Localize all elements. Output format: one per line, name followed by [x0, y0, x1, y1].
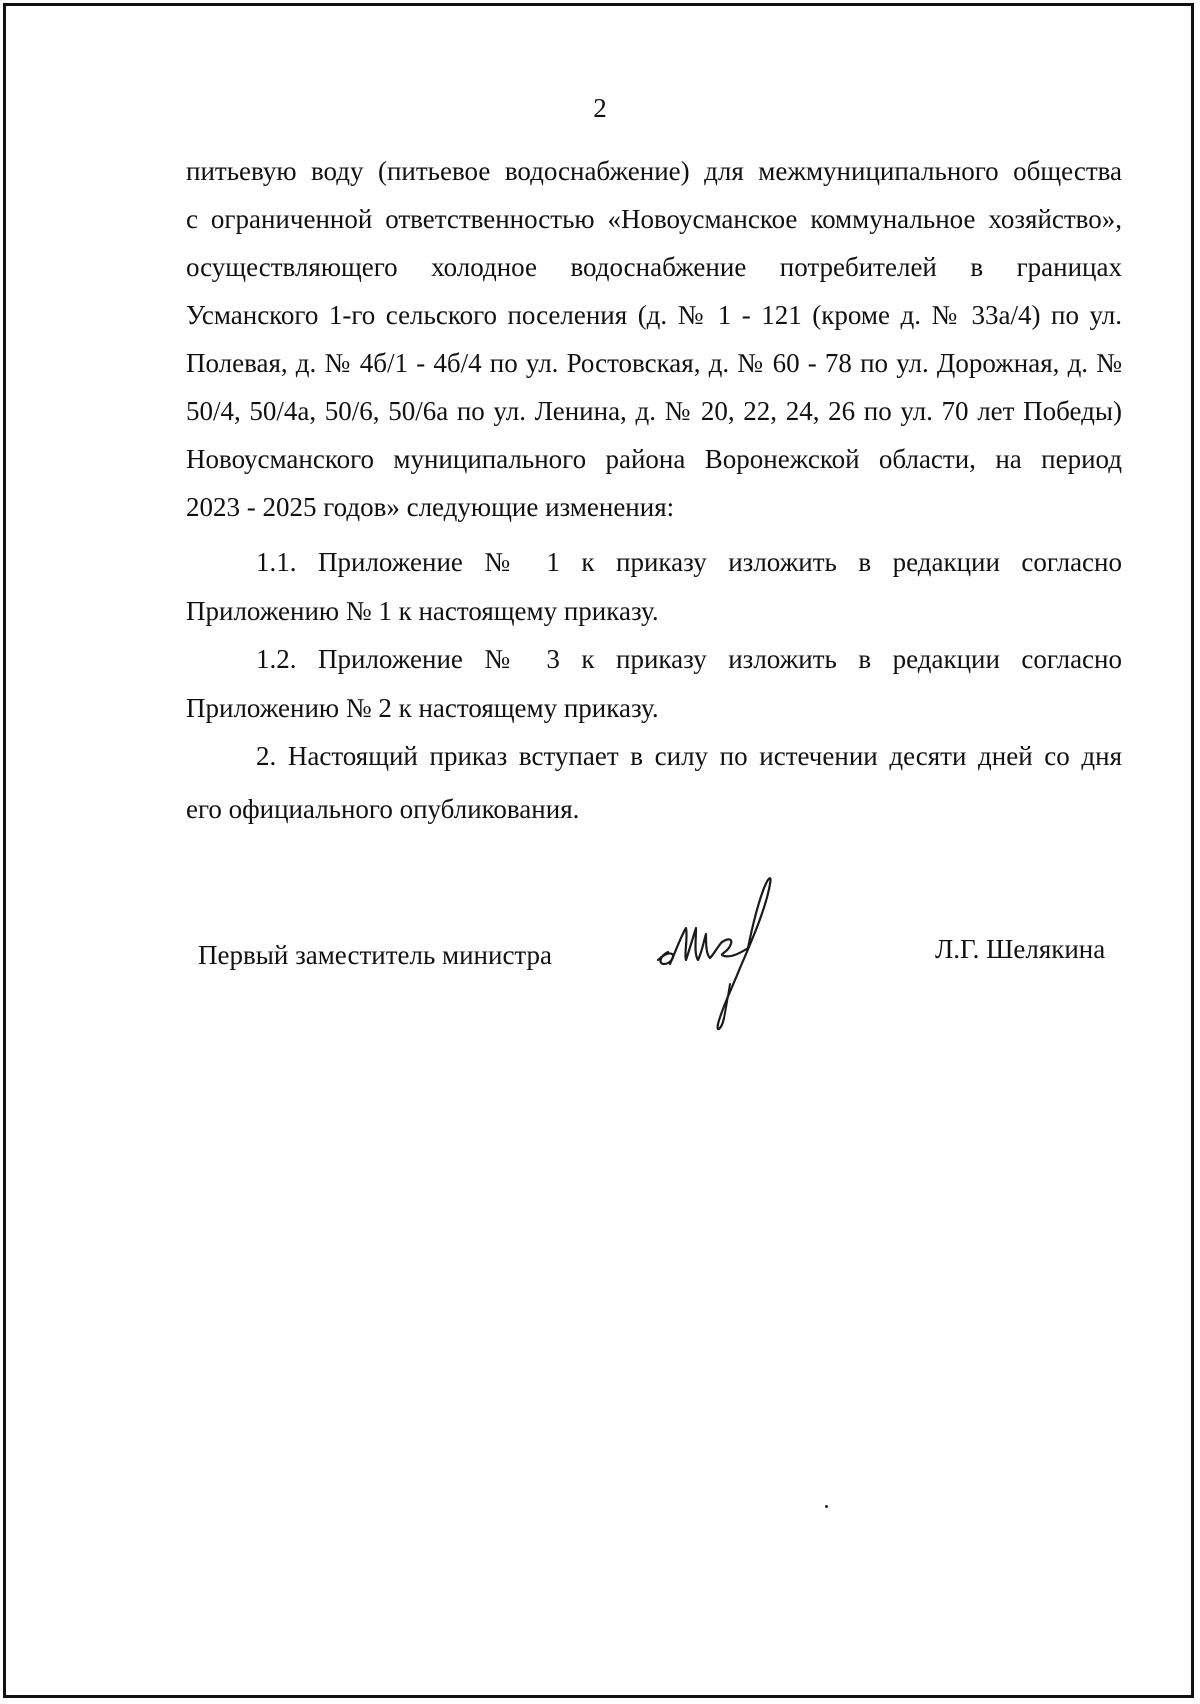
paragraph-line: 2023 - 2025 годов» следующие изменения:: [186, 492, 675, 522]
paragraph-line: осуществляющего холодное водоснабжение потребителей в границах: [186, 252, 1122, 282]
item-2-line-1: 2. Настоящий приказ вступает в силу по истечении десяти дней со дня: [256, 741, 1122, 771]
position-title: Первый заместитель министра: [198, 940, 553, 970]
signatory-name: Л.Г. Шелякина: [935, 934, 1106, 964]
paragraph-line: Новоусманского муниципального района Воронежской области, на период: [186, 444, 1122, 474]
item-1-2-line-1: 1.2. Приложение № 3 к приказу изложить в редакции согласно: [256, 644, 1122, 674]
item-1-2-line-2: Приложению № 2 к настоящему приказу.: [186, 693, 659, 723]
paragraph-line: Усманского 1-го сельского поселения (д. № 1 - 121 (кроме д. № 33а/4) по ул.: [186, 300, 1122, 330]
paragraph-line: с ограниченной ответственностью «Новоусманское коммунальное хозяйство»,: [186, 204, 1122, 234]
paragraph-line: Полевая, д. № 4б/1 - 4б/4 по ул. Ростовская, д. № 60 - 78 по ул. Дорожная, д. №: [186, 348, 1122, 378]
paragraph-line: 50/4, 50/4а, 50/6, 50/6а по ул. Ленина, д. № 20, 22, 24, 26 по ул. 70 лет Победы): [186, 396, 1122, 426]
handwritten-signature: [648, 868, 828, 1038]
scan-speck: [825, 1505, 828, 1508]
page-number: 2: [593, 93, 607, 123]
paragraph-line: питьевую воду (питьевое водоснабжение) для межмуниципального общества: [186, 156, 1122, 186]
item-1-1-line-1: 1.1. Приложение № 1 к приказу изложить в редакции согласно: [256, 547, 1122, 577]
item-1-1-line-2: Приложению № 1 к настоящему приказу.: [186, 596, 659, 626]
item-2-line-2: его официального опубликования.: [186, 794, 580, 824]
